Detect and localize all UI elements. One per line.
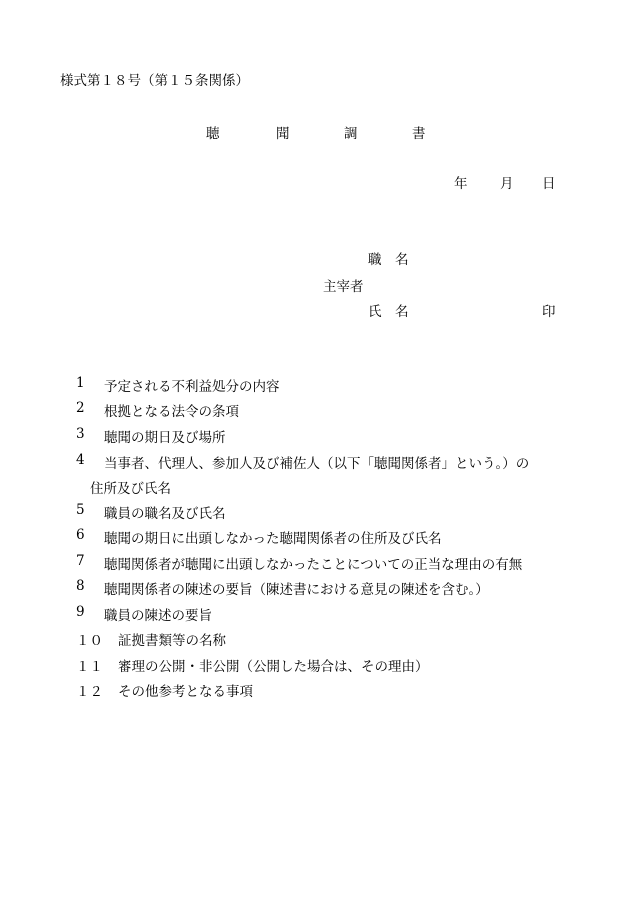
item-text: 聴聞関係者が聴聞に出頭しなかったことについての正当な理由の有無 bbox=[104, 557, 523, 573]
presider-label: 主宰者 bbox=[323, 279, 364, 295]
item-number: 8 bbox=[76, 578, 85, 594]
item-text: 職員の職名及び氏名 bbox=[104, 506, 226, 522]
item-number: 7 bbox=[76, 553, 85, 569]
title-char-1: 聴 bbox=[206, 126, 220, 142]
title-char-3: 調 bbox=[344, 126, 358, 142]
item-number: 2 bbox=[76, 400, 85, 416]
item-text: 職員の陳述の要旨 bbox=[104, 608, 212, 624]
item-number: 5 bbox=[76, 502, 85, 518]
item-text: 証拠書類等の名称 bbox=[118, 633, 226, 649]
item-number: 6 bbox=[76, 527, 85, 543]
item-text: 当事者、代理人、参加人及び補佐人（以下「聴聞関係者」という。）の bbox=[104, 456, 530, 472]
position-label: 職 名 bbox=[368, 252, 409, 268]
title-char-4: 書 bbox=[412, 126, 426, 142]
item-text: 根拠となる法令の条項 bbox=[104, 404, 239, 420]
name-label: 氏 名 bbox=[368, 304, 409, 320]
item-text-continuation: 住所及び氏名 bbox=[90, 481, 171, 497]
item-text: 聴聞の期日及び場所 bbox=[104, 430, 226, 446]
title-char-2: 聞 bbox=[276, 126, 290, 142]
form-number-label: 様式第１８号（第１５条関係） bbox=[60, 73, 249, 89]
item-text: 聴聞関係者の陳述の要旨（陳述書における意見の陳述を含む。） bbox=[104, 582, 489, 598]
item-number: 1 bbox=[76, 375, 85, 391]
item-number: 3 bbox=[76, 426, 85, 442]
item-number: 9 bbox=[76, 604, 85, 620]
item-number: １０ bbox=[76, 633, 103, 649]
date-day-label: 日 bbox=[542, 176, 556, 192]
item-number: 4 bbox=[76, 452, 85, 468]
item-number: １１ bbox=[76, 659, 103, 675]
item-text: 予定される不利益処分の内容 bbox=[104, 379, 280, 395]
item-text: 審理の公開・非公開（公開した場合は、その理由） bbox=[118, 659, 429, 675]
seal-label: 印 bbox=[542, 304, 556, 320]
item-text: 聴聞の期日に出頭しなかった聴聞関係者の住所及び氏名 bbox=[104, 531, 442, 547]
item-text: その他参考となる事項 bbox=[118, 684, 253, 700]
item-number: １２ bbox=[76, 684, 103, 700]
date-month-label: 月 bbox=[500, 176, 514, 192]
date-year-label: 年 bbox=[454, 176, 468, 192]
